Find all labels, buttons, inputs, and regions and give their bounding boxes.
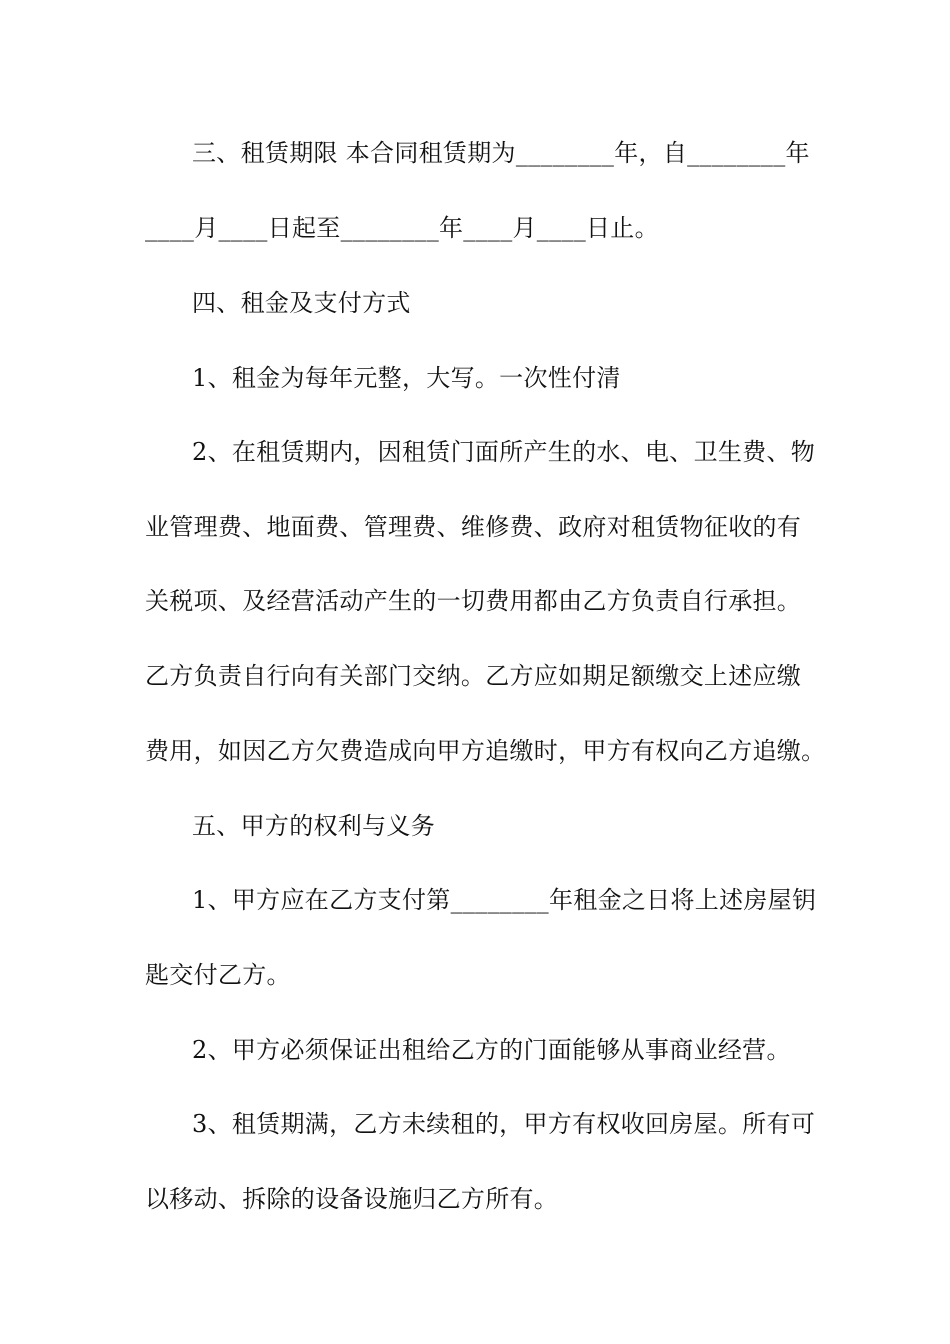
section-heading-lessor-rights: 五、甲方的权利与义务 bbox=[192, 812, 435, 840]
clause-5-3-line-2: 以移动、拆除的设备设施归乙方所有。 bbox=[145, 1185, 559, 1213]
clause-5-3-line-1: 3、租赁期满，乙方未续租的，甲方有权收回房屋。所有可 bbox=[192, 1110, 816, 1138]
clause-4-2-line-3: 关税项、及经营活动产生的一切费用都由乙方负责自行承担。 bbox=[145, 587, 802, 615]
clause-4-2-line-4: 乙方负责自行向有关部门交纳。乙方应如期足额缴交上述应缴 bbox=[145, 662, 802, 690]
clause-5-1-line-2: 匙交付乙方。 bbox=[145, 961, 291, 989]
clause-4-1-rent-amount: 1、租金为每年元整，大写。一次性付清 bbox=[192, 364, 621, 392]
clause-3-lease-term: 三、租赁期限 本合同租赁期为________年，自________年 bbox=[192, 139, 810, 167]
clause-5-2: 2、甲方必须保证出租给乙方的门面能够从事商业经营。 bbox=[192, 1036, 791, 1064]
clause-4-2-line-2: 业管理费、地面费、管理费、维修费、政府对租赁物征收的有 bbox=[145, 513, 802, 541]
section-heading-rent-payment: 四、租金及支付方式 bbox=[192, 289, 411, 317]
clause-4-2-line-5: 费用，如因乙方欠费造成向甲方追缴时，甲方有权向乙方追缴。 bbox=[145, 737, 826, 765]
clause-5-1-line-1: 1、甲方应在乙方支付第________年租金之日将上述房屋钥 bbox=[192, 886, 817, 914]
clause-3-lease-dates: ____月____日起至________年____月____日止。 bbox=[145, 214, 659, 242]
clause-4-2-line-1: 2、在租赁期内，因租赁门面所产生的水、电、卫生费、物 bbox=[192, 438, 816, 466]
